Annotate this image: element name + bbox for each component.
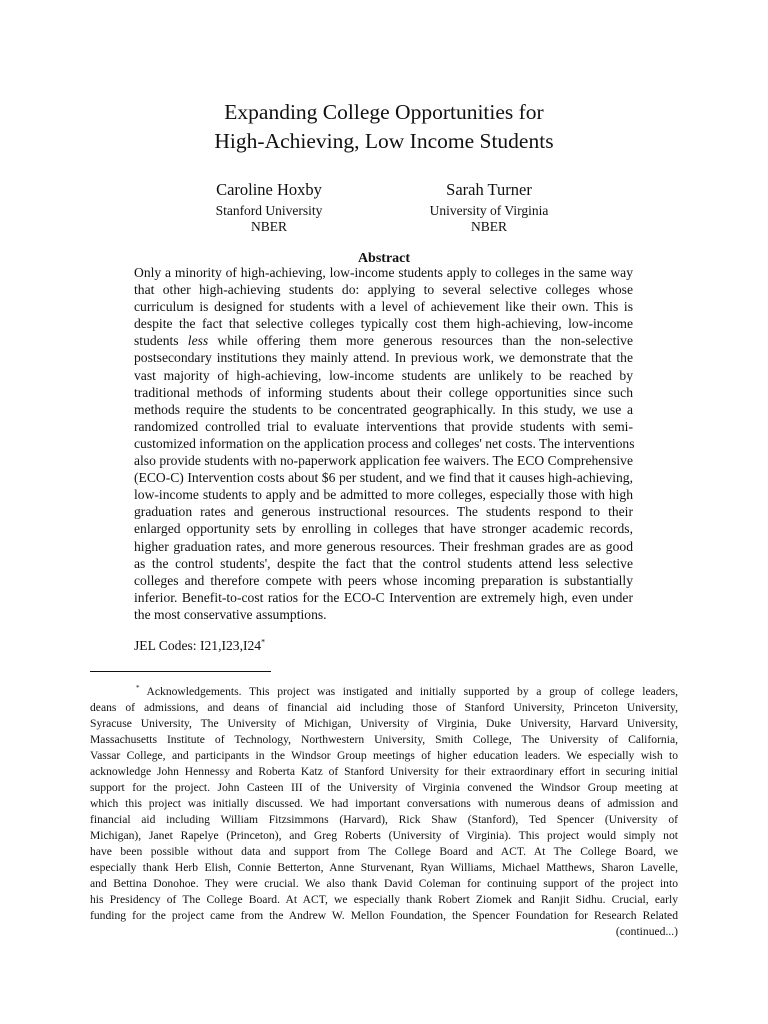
abstract-line: Only a minority of high-achieving, low-income students apply to colleges in the same way [134,265,633,280]
author-affiliation: University of Virginia [429,203,549,218]
abstract-line: randomized controlled trial to evaluate interventions that provide students with semi- [134,418,633,434]
jel-codes-text: JEL Codes: I21,I23,I24 [134,638,262,653]
footnote-line: Massachusetts Institute of Technology, Northwestern University, Smith College, The University of California, [90,733,678,746]
footnote-line: * Acknowledgements. This project was instigated and initially supported by a group of college leaders, [136,684,678,698]
paper-title [0,98,768,156]
footnote-line: have been possible without data and support from The College Board and ACT. At The College Board, we [90,845,678,858]
abstract-line: postsecondary institutions they mainly attend. In previous work, we demonstrate that the [134,350,633,366]
footnote-line: which this project was initially discussed. We had important conversations with numerous deans of admission and [90,797,678,810]
abstract-line: higher graduation rates, and more generous resources. Their freshman grades are as good [134,538,633,554]
abstract-line: curriculum is designed for students with a level of achievement like their own. This is [134,299,633,315]
abstract-line: inferior. Benefit-to-cost ratios for the ECO-C Intervention are extremely high, even under [134,589,633,605]
abstract-line: graduation rates and generous instructional resources. The students respond to their [134,504,633,520]
abstract-line: students less while offering them more generous resources than the non-selective [134,333,633,349]
author-org: NBER [470,219,507,234]
title-line-1: Expanding College Opportunities for [224,100,544,124]
footnote-divider [90,671,271,672]
jel-codes [134,637,265,654]
abstract-line: the most conservative assumptions. [134,606,327,622]
footnote-line: and Bettina Donohoe. They were crucial. We also thank David Coleman for continuing support of the project into [90,877,678,890]
footnote-text [90,684,678,940]
footnote-line: financial aid including William Fitzsimmons (Harvard), Rick Shaw (Stanford), Ted Spencer (University of [90,813,678,826]
abstract-line: customized information on the application process and colleges' net costs. The interventions [134,435,635,451]
footnote-line: funding for the project came from the Andrew W. Mellon Foundation, the Spencer Foundation for Research Related [90,909,678,922]
footnote-line: deans of admissions, and deans of financial aid including those of Stanford University, Princeton University, [90,701,678,714]
title-line-2: High-Achieving, Low Income Students [214,129,554,153]
abstract-line: low-income students to apply and be admitted to more colleges, especially those with high [134,487,633,503]
author-name: Sarah Turner [446,180,532,199]
footnote-line: support for the project. John Casteen III of the University of Virginia convened the Windsor Group meeting at [90,781,678,794]
abstract-line: colleges and therefore compete with peers whose incoming preparation is substantially [134,572,633,588]
footnote-line: acknowledge John Hennessy and Roberta Katz of Stanford University for their extraordinary effort in securing initial [90,765,678,778]
abstract-line: also provide students with no-paperwork application fee waivers. The ECO Comprehensive [134,453,633,469]
abstract-line: (ECO-C) Intervention costs about $6 per student, and we find that it causes high-achieving, [134,470,633,486]
footnote-line: Michigan), Janet Rapelye (Princeton), and Greg Roberts (University of Virginia). This project would simply not [90,829,678,842]
author-org: NBER [250,219,287,234]
abstract-line: vast majority of high-achieving, low-income students are unlikely to be reached by [134,367,633,383]
author-affiliation: Stanford University [215,203,323,218]
abstract-line: as the control students', despite the fact that the control students attend less selective [134,555,633,571]
abstract-line: enlarged opportunity sets by enrolling in colleges that have stronger academic records, [134,521,633,537]
footnote-continued: (continued...) [615,925,678,938]
footnote-line: especially thank Herb Elish, Connie Betterton, Anne Sturvenant, Ryan Williams, Michael Matthews, Sharon Lavelle, [90,861,678,874]
abstract-line: that other high-achieving students do: applying to several selective colleges whose [134,282,633,298]
abstract-body [134,264,633,623]
abstract-line: methods require the students to be concentrated geographically. In this study, we use a [134,401,633,417]
author-block-turner [369,180,609,235]
abstract-line: despite the fact that selective colleges typically cost them high-achieving, low-income [134,316,633,332]
footnote-marker: * [261,637,266,647]
footnote-line: his Presidency of The College Board. At ACT, we especially thank Robert Ziomek and Ranjit Sidhu. Crucial, early [90,893,678,906]
abstract-line: traditional methods of informing students about their college opportunities since such [134,384,633,400]
footnote-marker: * [136,684,140,693]
author-block-hoxby [149,180,389,235]
abstract-heading: Abstract [357,251,411,266]
footnote-line: Syracuse University, The University of Michigan, University of Virginia, Duke University, Harvard University, [90,717,678,730]
footnote-line: Vassar College, and participants in the Windsor Group meetings of higher education leaders. We especially wish to [90,749,678,762]
author-name: Caroline Hoxby [216,180,322,199]
